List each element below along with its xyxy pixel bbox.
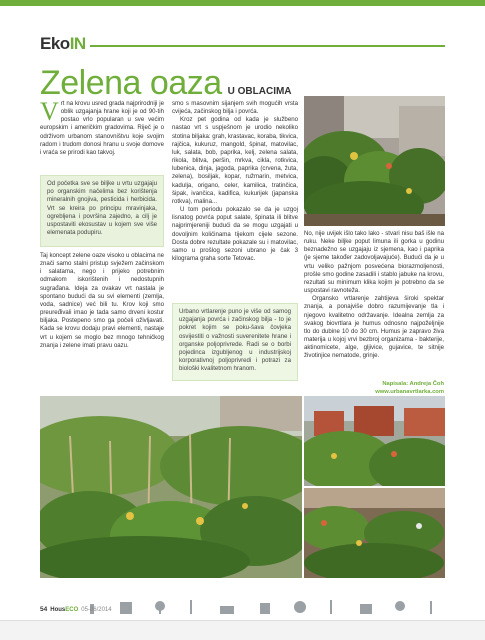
house-icon [120,602,132,614]
paragraph: rt na krovu usred grada najprirodniji je oblik uzgajanja hrane koji je od 90-tih postao vrlo popularan u sve većim europskim i američkim gradovima. Riječ je o održivom urbanom stanovništvu koje svojim radom i trudom donosi hranu u svoje domove i vraća se prirodi kao takvoj. [40,100,164,156]
magazine-suffix: ECO [65,606,79,613]
sun-icon [294,601,306,613]
garden-photo-graphic [304,96,445,226]
paragraph: Taj koncept zelene oaze visoko u oblacima ne znači samo stalni pristup svježem začinskom i salatama, nego i prijeko potrebnim odmakom iskorištenih i nedostupnih sugrađana. Ideja za ovakav vrt nastala je spontano budući da su svi elementi (zemlja, voda, sadnice) već bili tu. Krov koji smo preuređivali imao je tada samo drveni kostur biljaka. Postepeno smo ga počeli oživljavati. Kada se krovu dodaju pravi elementi, nastaje vrt u kojem se moglo bez mnogo tehničkog znanja i zelene imati pravu oazu. [40,252,164,349]
article-column-1 [40,97,164,157]
paragraph: Organsko vrtlarenje zahtijeva široki spektar znanja, a ponajviše dobro razumijevanje tla i njegovo kvalitetno održavanje. Idealna zemlja za svakog biovrtlara je humus odnosno najpoželjnije tlo do dubine 10 do 30 cm. Humus je zapravo živa materija u kojoj vrvi bezbroj organizama - bakterije, aktinomicete, alge, gljivice, gujavice, te sitnije životinjice nematode, grinje. [304,295,444,360]
article-subtitle: U OBLACIMA [227,86,292,97]
garden-photo-graphic [304,488,445,578]
article-title-block [40,64,292,103]
rooftop-garden-photo-top [304,96,445,226]
author-name: Napisala: Andreja Čoh [382,381,444,387]
brand-prefix: Eko [40,34,70,53]
eco-icons-strip [80,598,450,614]
article-column-3 [304,230,444,361]
building-icon [260,603,270,614]
garden-photo-graphic [304,396,445,486]
website-link[interactable]: www.urbanavrtlarka.com [375,389,444,395]
brand-suffix: IN [69,34,86,53]
paragraph: U tom periodu pokazalo se da je uzgoj lisnatog povrća poput salate, špinata ili blitve najprimjereniji budući da se mogu uzgajati u dovoljnim količinama tijekom cijele sezone. Dosta dobre rezultate pokazale su i matovilac, samo u prošlog sezoni ubrano je čak 3 kilograma graha sorte Tetovac. [172,206,298,262]
section-brand [40,34,86,54]
wind-turbine-icon [330,600,332,614]
article-column-1-lower [40,252,164,350]
magazine-name [50,607,78,613]
header-rule [90,45,445,47]
section-header [40,34,86,54]
car-icon [220,606,234,614]
top-accent-bar [0,0,485,6]
page-footer [40,606,112,613]
rooftop-garden-photo-bed [304,488,445,578]
magazine-prefix: Hous [50,606,66,613]
author-credit [304,380,444,396]
issue-date: 05-06/2014 [81,606,112,613]
article-title: Zelena oaza [40,64,222,102]
pull-quote-2: Urbano vrtlarenje puno je više od samog uzgajanja povrća i začinskog bilja - to je pokret kojim se poku-šava čovjeka osvijestiti o važnosti suverenitete hrane i organske poljoprivrede. Radi se o borbi pojedinca izgubljenog u industrijskoj korporativnoj poljoprivredi i potrazi za biološki kvalitetnom hranom. [172,303,298,381]
bottom-strip [0,620,485,640]
pull-quote-1: Od početka sve se biljke u vrtu uzgajaju po organskim načelima bez korištenja mineralnih gnojiva, pesticida i herbicida. Vrt se kreira po principu mravinjaka, ogrebljena i površina zajedno, a cilj je uspostaviti ekosustav u kojem sve više elemenata podupiru. [40,175,164,247]
rooftop-garden-photo-city [304,396,445,486]
paragraph: Kroz pet godina od kada je službeno nastao vrt s uspješnom je urodio nekoliko stotina biljaka: grah, krastavac, koraba, tikvica, rajčica, kukuruz, mangold, špinat, matovilac, luk, salata, bob, paprika, kelj, zelena salata, rikola, blitva, peršin, mrkva, cikla, rotkvica, lubenica, dinja, jagoda, paprika (crvena, žuta, zelena), bosiljak, kopar, ružmarin, metvica, kadulja, origano, celer, kamilica, tratinčica, šipak, ivančica, kadifica, kukurijek (japanska rotkva), malina... [172,116,298,205]
wind-turbine-icon [190,600,192,614]
house-icon [360,604,372,614]
article-column-2 [172,100,298,263]
paragraph: No, nije uvijek išlo tako lako - stvari nisu baš išle na ruku. Neke biljke poput limuna ili gorka u godinu beznadežno se uzgajaju iz sjemena, kao i paprika (je sjeme također zadovoljavajuće). Budući da je u vrtu veliko pažnjom posvećena biorazmoljenosti, prošle smo godine zasadili i stablo jabuke na krovu, rezultati su minimum klika kojim je potrebno da se uspostavi ravnoteža. [304,230,444,295]
tree-icon [395,601,405,611]
rooftop-garden-photo-large [40,396,302,578]
wind-turbine-icon [430,601,432,614]
drop-cap: V [40,97,59,126]
paragraph: smo s masovnim sijanjem svih mogućih vrsta cvijeća, začinskog bilja i povrća. [172,100,298,116]
page-number: 54 [40,606,48,613]
garden-photo-graphic [40,396,302,578]
